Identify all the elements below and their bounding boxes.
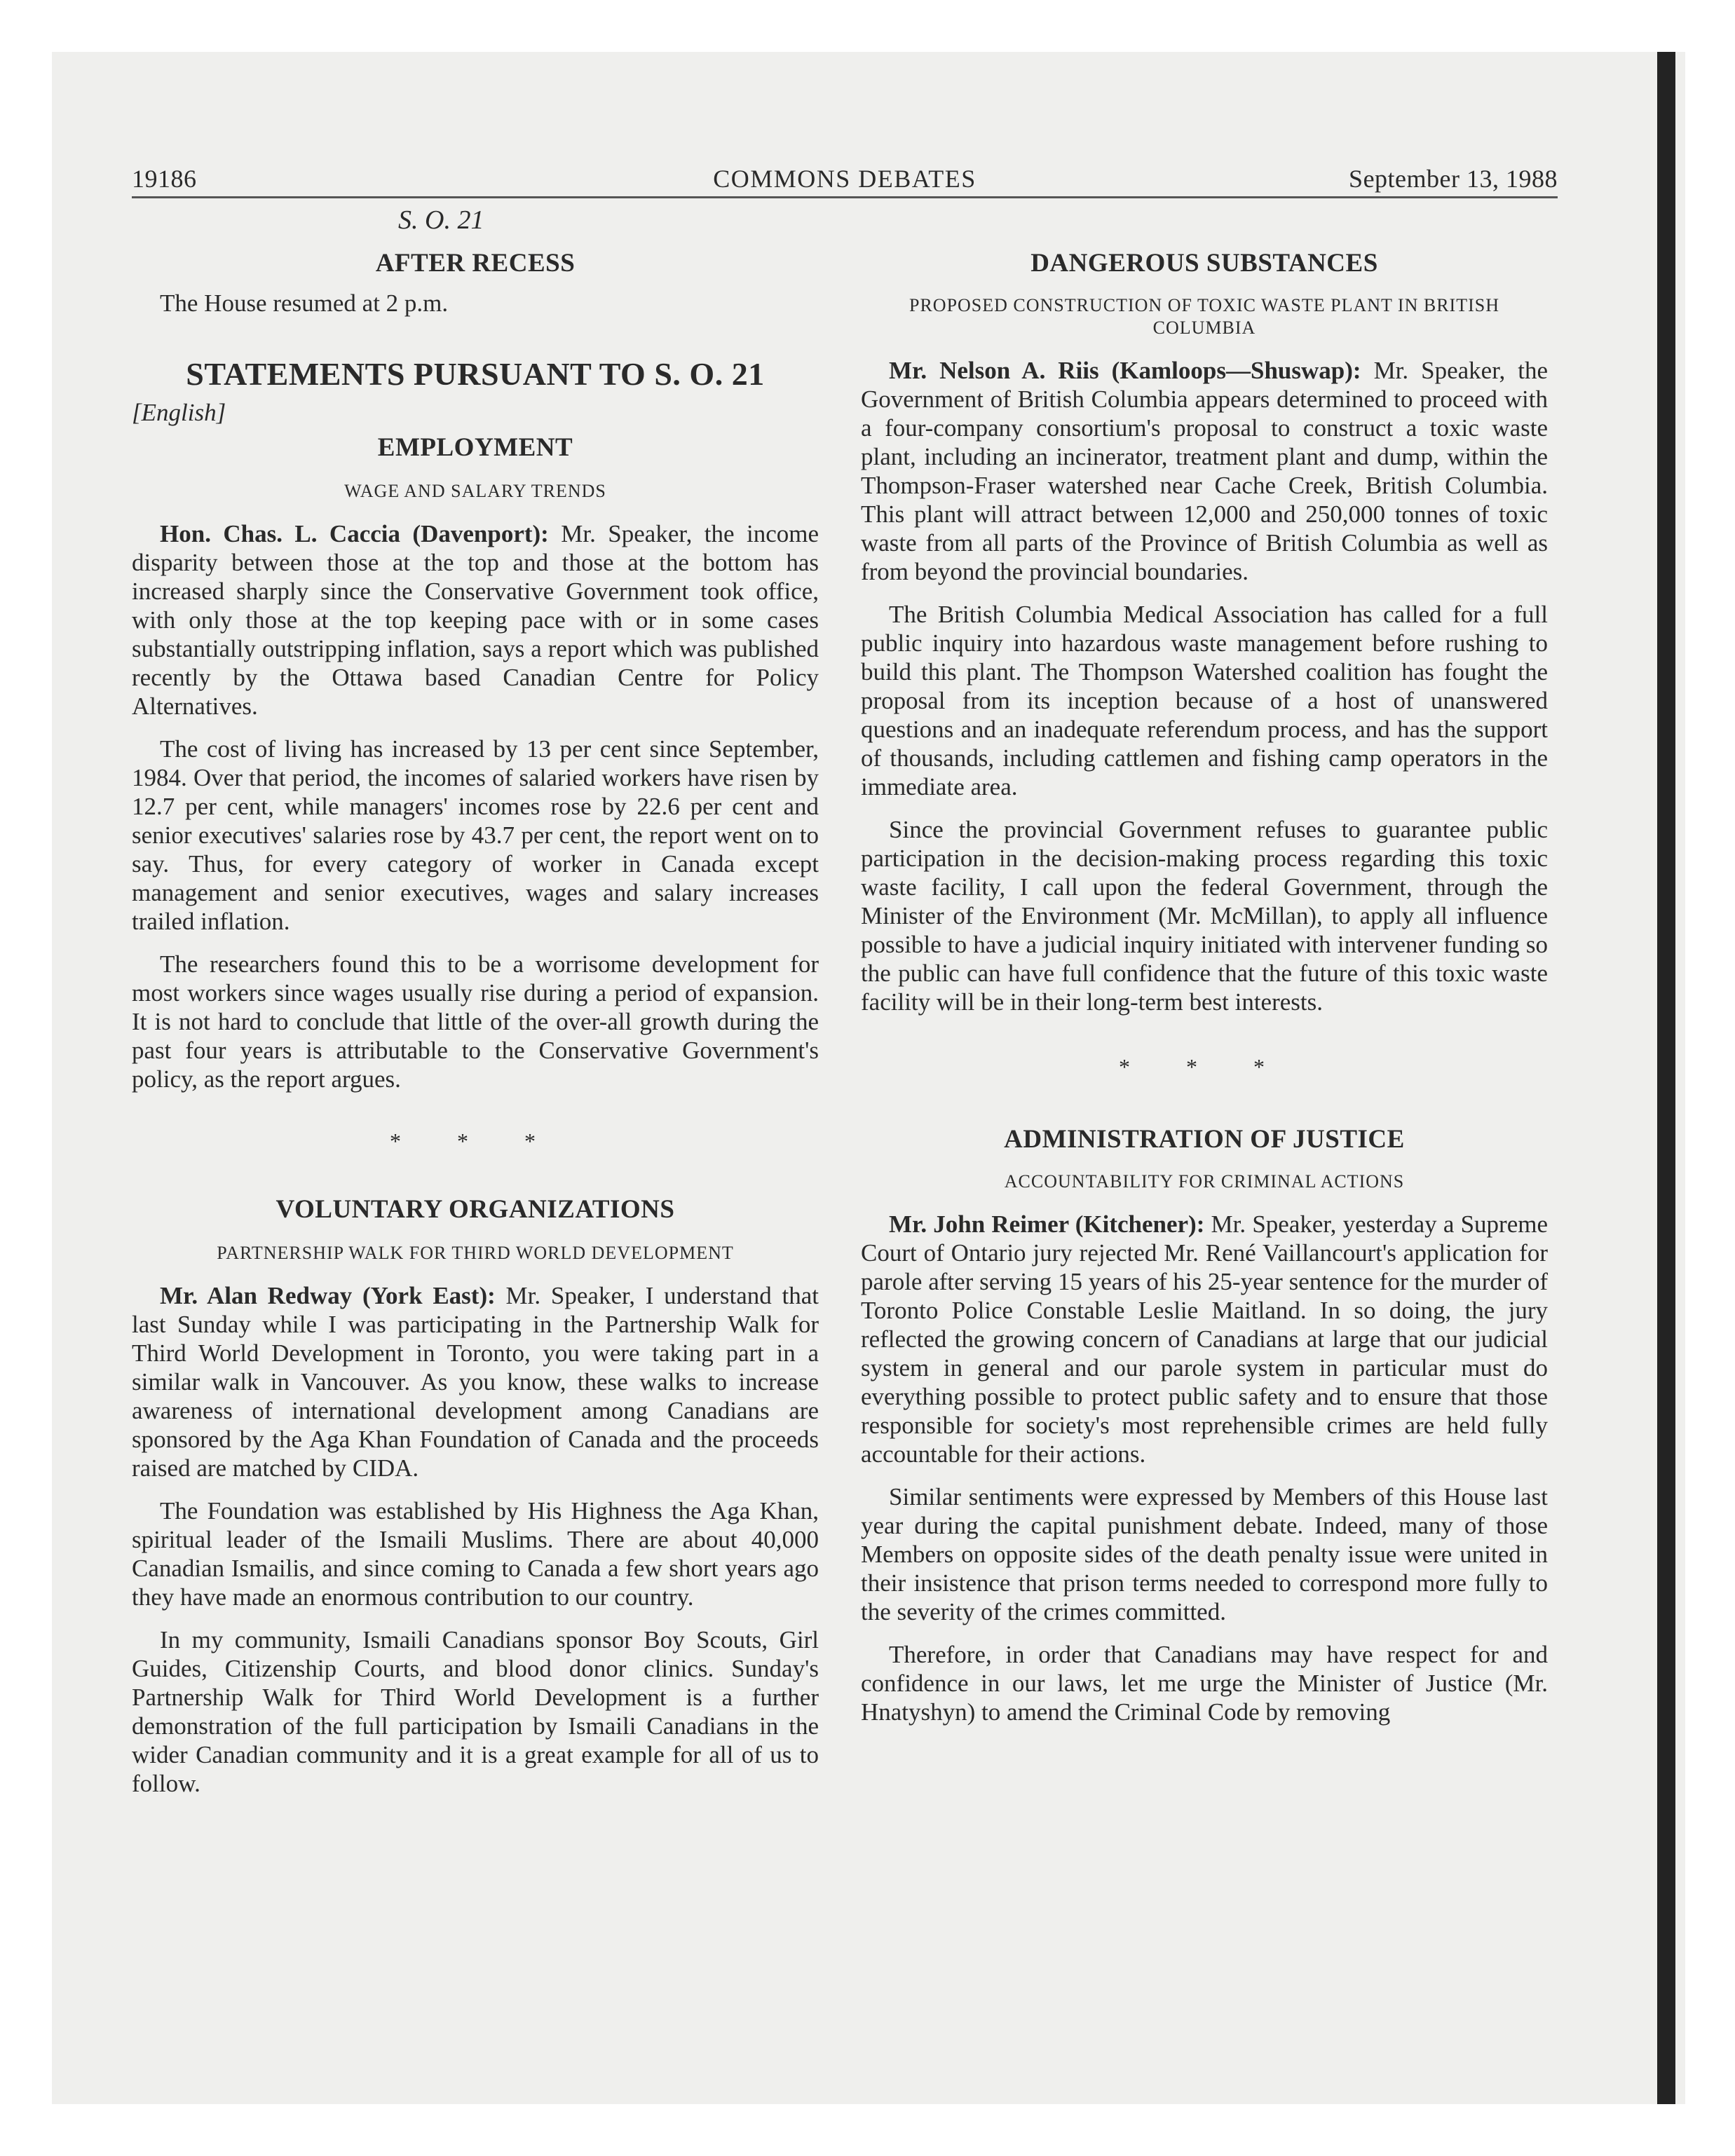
voluntary-heading: VOLUNTARY ORGANIZATIONS — [275, 1195, 675, 1224]
speaker-caccia: Hon. Chas. L. Caccia (Davenport): — [160, 520, 549, 547]
section-divider-stars: * * * — [390, 1128, 561, 1154]
publication-title: COMMONS DEBATES — [713, 165, 977, 193]
voluntary-paragraph-1 — [132, 1281, 819, 1482]
dangerous-paragraph-3: Since the provincial Government refuses to guarantee public participation in the decision-making process regarding this toxic waste facility, I call upon the federal Government, through the Minister of the Environment (Mr. McMillan), to apply all influence possible to have a judicial inquiry initiated with intervener funding so the public can have full confidence that the future of this toxic waste facility will be in their long-term best interests. — [861, 816, 1548, 1016]
speaker-riis: Mr. Nelson A. Riis (Kamloops—Shuswap): — [889, 357, 1361, 384]
dangerous-p1-text: Mr. Speaker, the Government of British Columbia appears determined to proceed with a four-company consortium's proposal to construct a toxic waste plant, including an incinerator, treatment plant and dump, within the Thompson-Fraser watershed near Cache Creek, British Columbia. This plant will attract between 12,000 and 250,000 tonnes of toxic waste from all parts of the Province of British Columbia as well as from beyond the provincial boundaries. — [861, 357, 1548, 585]
after-recess-heading: AFTER RECESS — [375, 249, 576, 278]
left-column — [132, 203, 819, 1798]
dangerous-paragraph-1 — [861, 356, 1548, 586]
voluntary-p1-text: Mr. Speaker, I understand that last Sunday while I was participating in the Partnership Walk for Third World Development in Toronto, you were taking part in a similar walk in Vancouver. As you know, these walks to increase awareness of international development among Canadians are sponsored by the Aga Khan Foundation of Canada and the proceeds raised are matched by CIDA. — [132, 1282, 819, 1482]
employment-paragraph-3: The researchers found this to be a worrisome development for most workers since wages usually rise during a period of expansion. It is not hard to conclude that little of the over-all growth during the past four years is attributable to the Conservative Government's policy, as the report argues. — [132, 950, 819, 1093]
employment-paragraph-2: The cost of living has increased by 13 per cent since September, 1984. Over that period, the incomes of salaried workers have risen by 12.7 per cent, while managers' incomes rose by 22.6 per cent and senior executives' salaries rose by 43.7 per cent, the report went on to say. Thus, for every category of worker in Canada except management and senior executives, wages and salary increases trailed inflation. — [132, 735, 819, 935]
justice-p1-text: Mr. Speaker, yesterday a Supreme Court of Ontario jury rejected Mr. René Vaillancourt's application for parole after serving 15 years of his 25-year sentence for the murder of Toronto Police Constable Leslie Maitland. In so doing, the jury reflected the growing concern of Canadians at large that our judicial system in general and our parole system in particular must do everything possible to protect public safety and to ensure that those responsible for society's most reprehensible crimes are held fully accountable for their actions. — [861, 1210, 1548, 1468]
justice-heading: ADMINISTRATION OF JUSTICE — [1004, 1125, 1405, 1154]
speaker-redway: Mr. Alan Redway (York East): — [160, 1282, 496, 1309]
right-column — [861, 203, 1548, 1726]
language-marker: [English] — [132, 399, 226, 426]
justice-paragraph-2: Similar sentiments were expressed by Members of this House last year during the capital punishment debate. Indeed, many of those Members on opposite sides of the death penalty issue were united in their insistence that prison terms needed to correspond more fully to the severity of the crimes committed. — [861, 1483, 1548, 1625]
justice-subheading: ACCOUNTABILITY FOR CRIMINAL ACTIONS — [1004, 1171, 1405, 1192]
dangerous-heading: DANGEROUS SUBSTANCES — [1030, 249, 1378, 278]
statements-heading: STATEMENTS PURSUANT TO S. O. 21 — [186, 356, 765, 392]
voluntary-subheading: PARTNERSHIP WALK FOR THIRD WORLD DEVELOPMENT — [217, 1243, 734, 1263]
section-divider-stars-right: * * * — [1119, 1054, 1290, 1079]
voluntary-paragraph-2: The Foundation was established by His Highness the Aga Khan, spiritual leader of the Ismaili Muslims. There are about 40,000 Canadian Ismailis, and since coming to Canada a few short years ago they have made an enormous contribution to our country. — [132, 1497, 819, 1611]
employment-paragraph-1 — [132, 519, 819, 721]
dangerous-paragraph-2: The British Columbia Medical Association has called for a full public inquiry into hazardous waste management before rushing to build this plant. The Thompson Watershed coalition has fought the proposal from its inception because of a host of unanswered questions and an inadequate referendum process, and has the support of thousands, including cattlemen and fishing camp operators in the immediate area. — [861, 601, 1548, 800]
employment-subheading: WAGE AND SALARY TRENDS — [344, 481, 606, 501]
sitting-date: September 13, 1988 — [1349, 165, 1558, 193]
employment-p1-text: Mr. Speaker, the income disparity between those at the top and those at the bottom has increased sharply since the Conservative Government took office, with only those at the top keeping pace with or in some cases substantially outstripping inflation, says a report which was published recently by the Ottawa based Canadian Centre for Policy Alternatives. — [132, 520, 819, 720]
voluntary-paragraph-3: In my community, Ismaili Canadians sponsor Boy Scouts, Girl Guides, Citizenship Courts, and blood donor clinics. Sunday's Partnership Walk for Third World Development is a further demonstration of the full participation by Ismaili Canadians in the wider Canadian community and it is a great example for all of us to follow. — [132, 1626, 819, 1797]
page-binding-edge — [1657, 52, 1675, 2104]
running-header — [132, 161, 1558, 198]
page-number: 19186 — [132, 165, 197, 193]
justice-paragraph-3: Therefore, in order that Canadians may have respect for and confidence in our laws, let me urge the Minister of Justice (Mr. Hnatyshyn) to amend the Criminal Code by removing — [861, 1641, 1548, 1726]
speaker-reimer: Mr. John Reimer (Kitchener): — [889, 1210, 1205, 1238]
justice-paragraph-1 — [861, 1210, 1548, 1468]
house-resumed-text: The House resumed at 2 p.m. — [160, 289, 449, 317]
hansard-page — [132, 161, 1558, 1970]
standing-order-label: S. O. 21 — [398, 205, 484, 235]
dangerous-subheading: PROPOSED CONSTRUCTION OF TOXIC WASTE PLANT IN BRITISH COLUMBIA — [909, 295, 1499, 338]
employment-heading: EMPLOYMENT — [377, 433, 573, 462]
